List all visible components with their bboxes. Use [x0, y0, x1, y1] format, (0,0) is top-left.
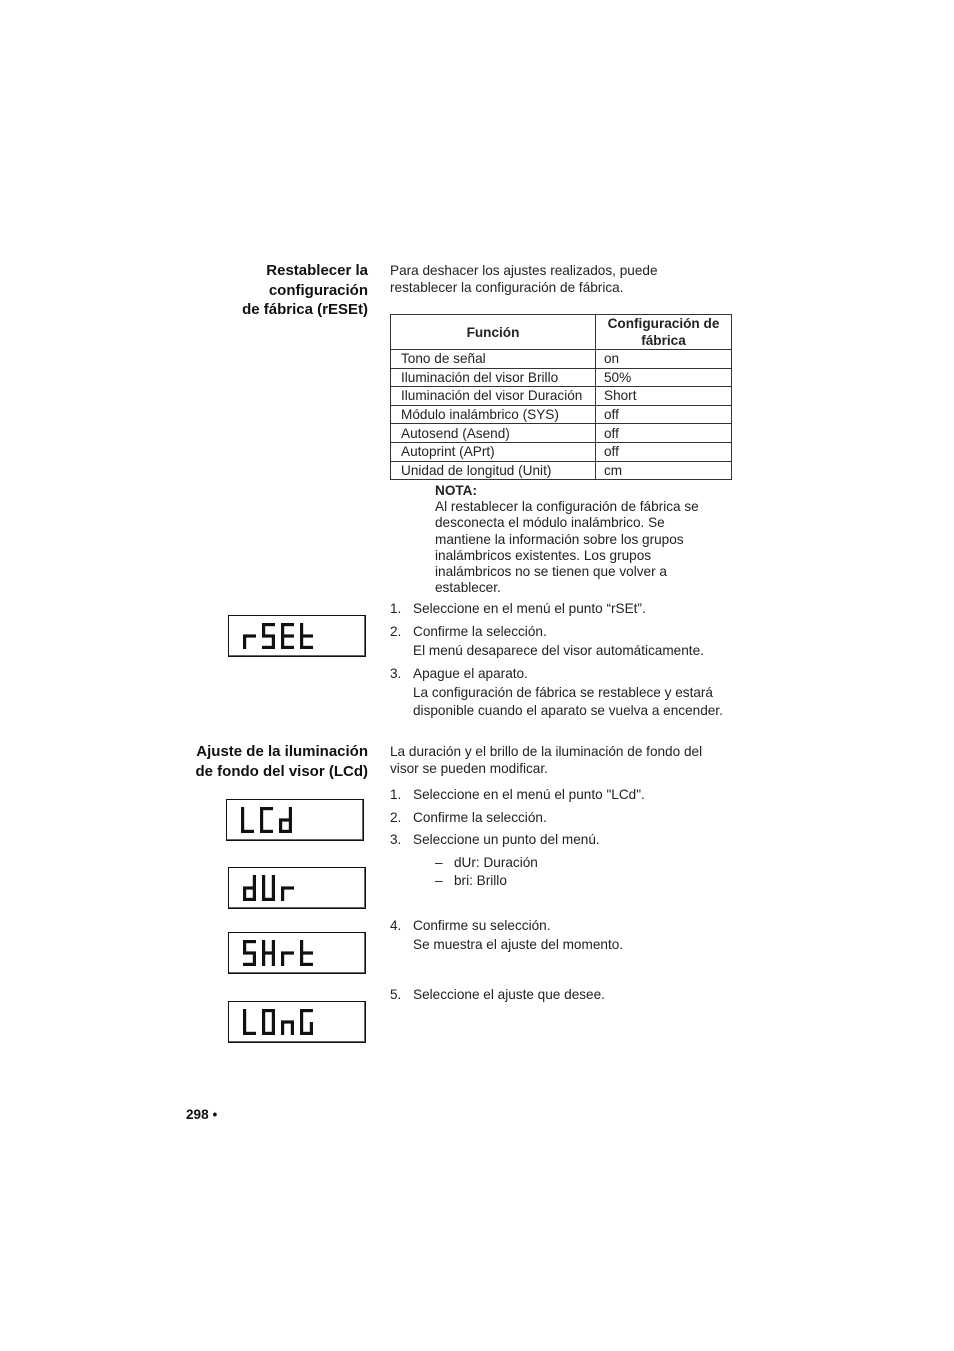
step-text: Confirme la selección.	[413, 624, 547, 639]
lcd-segment	[279, 818, 292, 821]
sub-item-text: dUr: Duración	[454, 855, 538, 870]
step-number: 5.	[390, 987, 402, 1002]
lcd-character	[279, 807, 292, 833]
table-row	[391, 405, 732, 424]
table-cell: off	[596, 405, 732, 424]
lcd-character	[243, 940, 256, 966]
column-header-function: Función	[391, 315, 596, 350]
section-heading-reset	[180, 261, 368, 320]
lcd-segment	[243, 1009, 246, 1022]
lcd-segment	[281, 1020, 294, 1023]
lcd-segment	[281, 886, 294, 889]
step-text: El menú desaparece del visor automáticamente.	[413, 643, 704, 658]
lcd-character	[243, 875, 256, 901]
intro-line: La duración y el brillo de la iluminación de fondo del	[390, 744, 703, 759]
step-number: 3.	[390, 666, 402, 681]
lcd-segment	[300, 940, 303, 953]
step-text: Seleccione el ajuste que desee.	[413, 987, 605, 1002]
heading-line: Ajuste de la iluminación	[196, 743, 368, 760]
table-cell: Unidad de longitud (Unit)	[391, 461, 596, 480]
segment-text	[227, 800, 365, 842]
lcd-segment	[262, 1009, 265, 1022]
step-number: 3.	[390, 832, 402, 847]
lcd-segment	[281, 1022, 284, 1035]
heading-line: configuración	[268, 281, 368, 299]
lcd-segment	[281, 951, 294, 954]
sub-item-text: bri: Brillo	[454, 873, 507, 888]
table-row	[391, 368, 732, 387]
step-number: 2.	[390, 624, 402, 639]
lcd-segment	[281, 623, 284, 636]
step-text: Se muestra el ajuste del momento.	[413, 937, 624, 952]
lcd-character	[262, 1009, 275, 1035]
step-text: Confirme la selección.	[413, 810, 547, 825]
lcd-segment	[262, 875, 265, 888]
lcd-segment	[262, 951, 275, 954]
lcd-segment	[260, 807, 263, 820]
lcd-intro	[390, 744, 735, 778]
lcd-segment	[281, 953, 284, 966]
note-line: Al restablecer la configuración de fábrica se	[435, 499, 699, 515]
lcd-character	[281, 951, 294, 966]
lcd-segment	[281, 646, 294, 649]
step-number: 4.	[390, 918, 402, 933]
lcd-character	[262, 940, 275, 966]
lcd-character	[262, 623, 275, 649]
lcd-segment	[300, 646, 313, 649]
table-cell: Autosend (Asend)	[391, 424, 596, 443]
lcd-segment	[291, 1022, 294, 1035]
lcd-segment	[262, 940, 265, 953]
intro-line: Para deshacer los ajustes realizados, puede	[390, 263, 658, 278]
step-text: Apague el aparato.	[413, 666, 528, 681]
lcd-segment	[300, 1009, 303, 1022]
segment-text	[229, 1002, 367, 1044]
lcd-segment	[243, 636, 246, 649]
step-number: 1.	[390, 601, 402, 616]
lcd-segment	[310, 1022, 313, 1035]
lcd-segment	[272, 875, 275, 888]
reset-intro	[390, 263, 735, 297]
lcd-segment	[300, 963, 313, 966]
table-cell: Iluminación del visor Duración	[391, 387, 596, 406]
lcd-character	[241, 807, 254, 833]
lcd-character	[281, 623, 294, 649]
lcd-character	[243, 1009, 256, 1035]
note-line: inalámbricos existentes. Los grupos	[435, 547, 652, 563]
intro-line: restablecer la configuración de fábrica.	[390, 279, 624, 295]
table-cell: off	[596, 424, 732, 443]
lcd-segment	[243, 940, 246, 953]
section-heading-lcd	[160, 742, 368, 781]
segment-text	[229, 933, 367, 975]
step-text: Seleccione en el menú el punto "LCd".	[413, 787, 645, 802]
column-header-factory-setting: Configuración de fábrica	[596, 315, 732, 350]
lcd-segment	[243, 963, 256, 966]
lcd-segment	[241, 807, 244, 820]
lcd-segment	[262, 953, 265, 966]
lcd-segment	[272, 953, 275, 966]
lcd-character	[262, 875, 275, 901]
table-cell: Autoprint (APrt)	[391, 442, 596, 461]
lcd-segment	[279, 820, 282, 833]
lcd-segment	[300, 623, 303, 636]
page-number: 298 •	[186, 1107, 218, 1122]
lcd-character	[281, 1020, 294, 1035]
step-number: 2.	[390, 810, 402, 825]
table-cell: Short	[596, 387, 732, 406]
lcd-segment	[243, 888, 246, 901]
lcd-segment	[281, 888, 284, 901]
step-number: 1.	[390, 787, 402, 802]
lcd-display-long	[228, 1001, 366, 1043]
table-cell: Iluminación del visor Brillo	[391, 368, 596, 387]
step-text: La configuración de fábrica se restablece y estará	[413, 685, 713, 700]
lcd-display-dur	[228, 867, 366, 909]
table-cell: Tono de señal	[391, 350, 596, 369]
lcd-segment	[262, 1022, 265, 1035]
lcd-segment	[260, 830, 273, 833]
note-block	[435, 483, 735, 596]
dash: –	[435, 855, 443, 870]
note-line: inalámbricos no se tienen que volver a	[435, 564, 667, 580]
table-cell: cm	[596, 461, 732, 480]
lcd-segment	[243, 634, 256, 637]
lcd-segment	[243, 1032, 256, 1035]
lcd-display-rset	[228, 615, 366, 657]
table-cell: 50%	[596, 368, 732, 387]
table-row	[391, 461, 732, 480]
lcd-segment	[289, 807, 292, 820]
factory-settings-table	[390, 314, 732, 480]
note-line: desconecta el módulo inalámbrico. Se	[435, 515, 665, 531]
table-header-row	[391, 315, 732, 350]
note-title: NOTA:	[435, 483, 478, 498]
lcd-segment	[241, 830, 254, 833]
lcd-display-shrt	[228, 932, 366, 974]
lcd-character	[243, 634, 256, 649]
lcd-segment	[262, 646, 275, 649]
table-row	[391, 350, 732, 369]
step-text: disponible cuando el aparato se vuelva a encender.	[413, 703, 723, 718]
table-cell: Módulo inalámbrico (SYS)	[391, 405, 596, 424]
lcd-display-lcd	[226, 799, 364, 841]
table-row	[391, 442, 732, 461]
lcd-segment	[262, 623, 265, 636]
heading-line: de fábrica (rESEt)	[242, 301, 368, 318]
table-cell: off	[596, 442, 732, 461]
segment-text	[229, 868, 367, 910]
lcd-character	[300, 940, 313, 966]
lcd-character	[281, 886, 294, 901]
lcd-segment	[262, 888, 265, 901]
table-row	[391, 387, 732, 406]
lcd-segment	[272, 940, 275, 953]
segment-text	[229, 616, 367, 658]
step-text: Seleccione en el menú el punto “rSEt”.	[413, 601, 646, 616]
lcd-character	[300, 1009, 313, 1035]
step-text: Confirme su selección.	[413, 918, 551, 933]
lcd-segment	[272, 1009, 275, 1022]
lcd-character	[260, 807, 273, 833]
heading-line: de fondo del visor (LCd)	[195, 762, 368, 780]
intro-line: visor se pueden modificar.	[390, 760, 548, 776]
table-row	[391, 424, 732, 443]
heading-line: Restablecer la	[266, 262, 368, 279]
step-text: Seleccione un punto del menú.	[413, 832, 600, 847]
note-line: establecer.	[435, 580, 501, 596]
table-cell: on	[596, 350, 732, 369]
dash: –	[435, 873, 443, 888]
lcd-character	[300, 623, 313, 649]
lcd-segment	[243, 886, 256, 889]
note-line: mantiene la información sobre los grupos	[435, 531, 684, 547]
lcd-segment	[253, 875, 256, 888]
